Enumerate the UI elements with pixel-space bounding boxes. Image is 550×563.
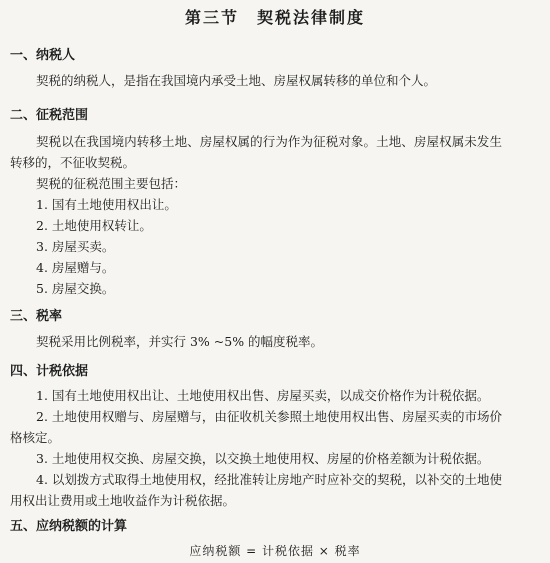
paragraph-scope-intro: 契税的征税范围主要包括： (36, 176, 187, 191)
paragraph-basis-2: 2. 土地使用权赠与、房屋赠与，由征收机关参照土地使用权出售、房屋买卖的市场价格核定。 (10, 409, 502, 445)
tax-formula: 应纳税额 = 计税依据 × 税率 (189, 544, 361, 558)
section-title: 第三节 契税法律制度 (184, 8, 365, 27)
heading-tax-scope: 二、征税范围 (10, 108, 89, 123)
heading-tax-calculation: 五、应纳税额的计算 (10, 519, 128, 534)
list-item-scope-2: 2. 土地使用权转让。 (36, 218, 152, 233)
list-item-scope-3: 3. 房屋买卖。 (36, 239, 115, 254)
heading-tax-rate: 三、税率 (10, 309, 63, 324)
list-item-scope-1: 1. 国有土地使用权出让。 (36, 197, 177, 212)
paragraph-tax-scope: 契税以在我国境内转移土地、房屋权属的行为作为征税对象。土地、房屋权属未发生转移的，不征收契税。 (10, 134, 502, 170)
paragraph-basis-1: 1. 国有土地使用权出让、土地使用权出售、房屋买卖，以成交价格作为计税依据。 (36, 388, 490, 403)
paragraph-taxpayer: 契税的纳税人，是指在我国境内承受土地、房屋权属转移的单位和个人。 (36, 73, 437, 88)
heading-taxpayer: 一、纳税人 (10, 48, 76, 63)
heading-tax-basis: 四、计税依据 (10, 364, 89, 379)
paragraph-basis-3: 3. 土地使用权交换、房屋交换，以交换土地使用权、房屋的价格差额为计税依据。 (36, 451, 490, 466)
list-item-scope-4: 4. 房屋赠与。 (36, 260, 115, 275)
paragraph-basis-4: 4. 以划拨方式取得土地使用权，经批准转让房地产时应补交的契税，以补交的土地使用权出让费用或土地收益作为计税依据。 (10, 472, 502, 508)
list-item-scope-5: 5. 房屋交换。 (36, 281, 115, 296)
paragraph-tax-rate: 契税采用比例税率，并实行 3% ~5% 的幅度税率。 (36, 334, 324, 349)
